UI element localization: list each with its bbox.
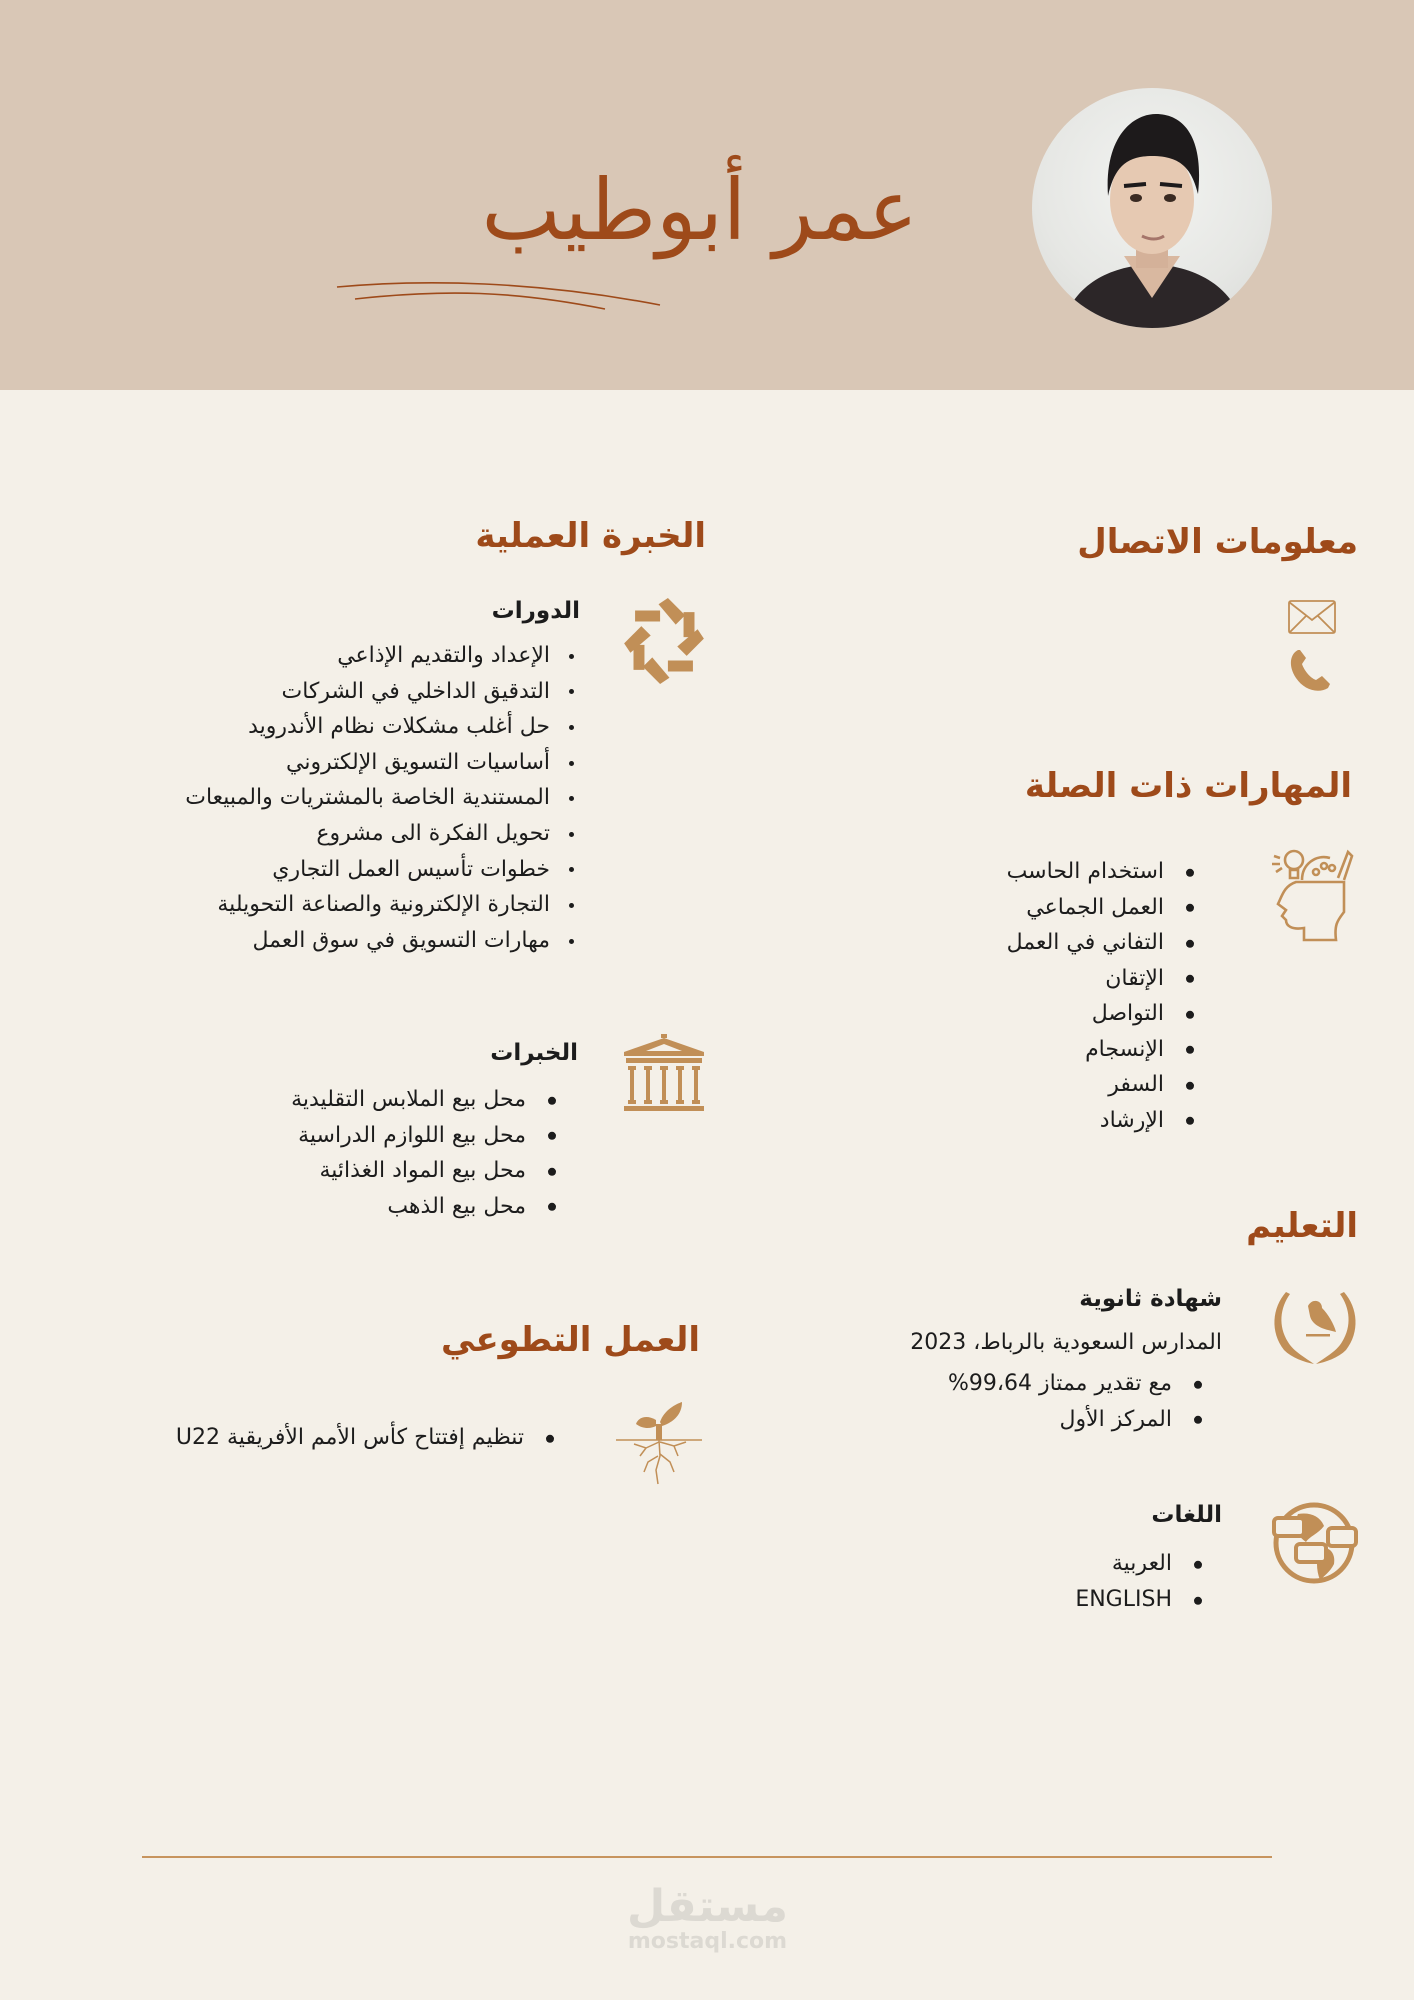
laurel-bird-icon [1270,1284,1360,1366]
languages-section-title: اللغات [1151,1502,1222,1528]
watermark-arabic: مستقل [627,1881,788,1932]
jobs-subtitle: الخبرات [490,1040,578,1066]
language-item: العربية [1075,1546,1210,1582]
skills-section-title: المهارات ذات الصلة [1024,766,1352,806]
volunteer-item: تنظيم إفتتاح كأس الأمم الأفريقية U22 [176,1420,562,1456]
course-item: المستندية الخاصة بالمشتريات والمبيعات [185,780,580,816]
building-columns-icon [624,1034,704,1112]
skill-item: العمل الجماعي [1007,890,1202,926]
skill-item: التواصل [1007,996,1202,1032]
course-item: أساسيات التسويق الإلكتروني [185,745,580,781]
job-item: محل بيع الملابس التقليدية [291,1082,564,1118]
course-item: مهارات التسويق في سوق العمل [185,923,580,959]
envelope-icon[interactable] [1288,600,1336,634]
skills-list [1007,854,1202,1138]
job-item: محل بيع الذهب [291,1189,564,1225]
education-item: مع تقدير ممتاز 99،64% [948,1366,1210,1402]
job-item: محل بيع المواد الغذائية [291,1153,564,1189]
footer-divider [142,1856,1272,1858]
name-flourish-decoration [335,275,665,315]
experience-section-title: الخبرة العملية [475,516,706,556]
education-item: المركز الأول [948,1402,1210,1438]
courses-subtitle: الدورات [491,598,580,624]
sprout-roots-icon [616,1400,702,1486]
skill-item: السفر [1007,1067,1202,1103]
person-portrait-icon [1032,88,1272,328]
skill-item: الإرشاد [1007,1103,1202,1139]
language-item: ENGLISH [1075,1582,1210,1618]
education-degree: شهادة ثانوية [1079,1286,1222,1312]
course-item: تحويل الفكرة الى مشروع [185,816,580,852]
course-item: التدقيق الداخلي في الشركات [185,674,580,710]
education-school: المدارس السعودية بالرباط، 2023 [910,1330,1222,1355]
volunteer-list [176,1420,562,1456]
course-item: خطوات تأسيس العمل التجاري [185,852,580,888]
jobs-list [291,1082,564,1224]
skill-item: الإنسجام [1007,1032,1202,1068]
watermark-url: mostaql.com [627,1929,788,1954]
course-item: حل أغلب مشكلات نظام الأندرويد [185,709,580,745]
education-section-title: التعليم [1246,1206,1358,1246]
course-item: التجارة الإلكترونية والصناعة التحويلية [185,887,580,923]
header-banner [0,0,1414,390]
skill-item: التفاني في العمل [1007,925,1202,961]
education-list [948,1366,1210,1437]
candidate-name: عمر أبوطيب [481,161,918,259]
mostaql-watermark [620,1881,795,1954]
profile-photo [1032,88,1272,328]
courses-list [185,638,580,958]
languages-list [1075,1546,1210,1618]
head-ideas-icon [1268,846,1354,942]
contact-section-title: معلومات الاتصال [1077,522,1358,562]
globe-chat-icon [1270,1502,1358,1584]
octagon-star-icon [620,598,708,684]
volunteer-section-title: العمل التطوعي [441,1320,700,1360]
phone-icon[interactable] [1288,648,1332,694]
skill-item: استخدام الحاسب [1007,854,1202,890]
course-item: الإعداد والتقديم الإذاعي [185,638,580,674]
job-item: محل بيع اللوازم الدراسية [291,1118,564,1154]
skill-item: الإتقان [1007,961,1202,997]
